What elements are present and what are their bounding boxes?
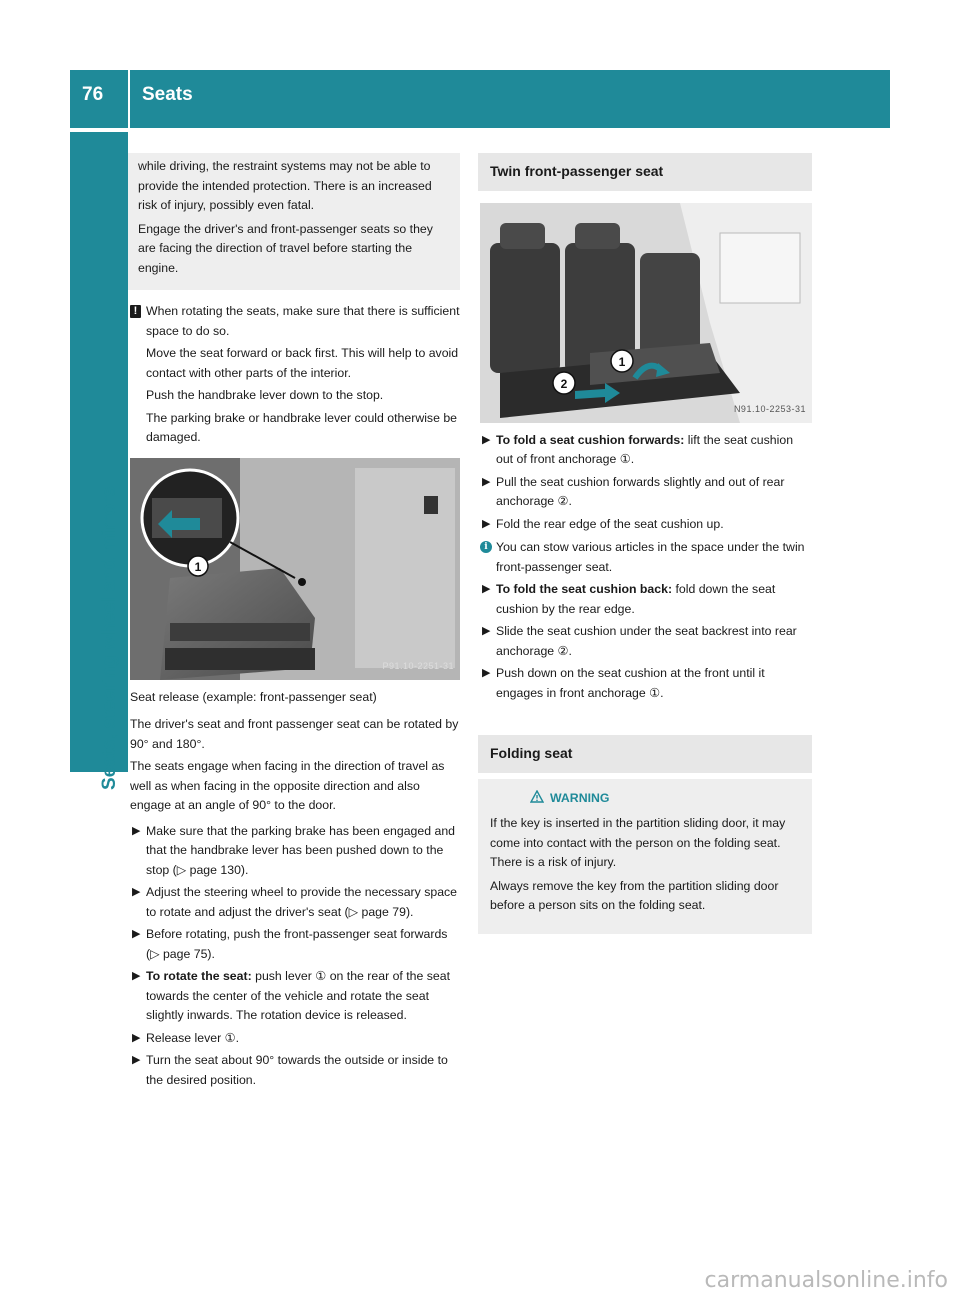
info-icon: i — [480, 541, 492, 553]
header-bar — [70, 70, 890, 128]
twin-seat-photo — [480, 203, 812, 423]
callout-number: 2 — [560, 376, 568, 391]
paragraph: The seats engage when facing in the direction of travel as well as when facing in the opposite direction and also engage at an angle of 90° to the door. — [130, 759, 445, 812]
arrow-icon: ▶ — [132, 886, 141, 898]
warning-text: while driving, the restraint systems may not be able to provide the intended protection. There is an increased risk of injury, possibly even fatal. — [138, 159, 432, 212]
instruction-step: ▶ Release lever ①. — [130, 1029, 460, 1049]
warning-title: WARNING — [490, 789, 800, 809]
note-block — [130, 302, 460, 448]
twin-seat-image — [480, 203, 812, 423]
note-icon: ! — [130, 305, 141, 318]
instruction-step: ▶ Adjust the steering wheel to provide the necessary space to rotate and adjust the driver's seat (▷ page 79). — [132, 885, 458, 919]
arrow-icon: ▶ — [132, 824, 141, 837]
watermark: carmanualsonline.info — [704, 1268, 948, 1293]
instruction-step: ▶ To fold a seat cushion forwards: lift the seat cushion out of front anchorage ①. — [482, 432, 794, 466]
left-column — [130, 153, 460, 1093]
callout-number: 1 — [194, 559, 202, 574]
section-heading: Twin front-passenger seat — [478, 153, 812, 191]
info-text: You can stow various articles in the space under the twin front-passenger seat. — [496, 540, 805, 574]
instruction-list — [130, 822, 460, 1091]
arrow-icon: ▶ — [482, 583, 491, 595]
instruction-step: ▶ Push down on the seat cushion at the front until it engages in front anchorage ①. — [482, 666, 765, 700]
warning-box — [478, 779, 812, 934]
arrow-icon: ▶ — [482, 667, 491, 679]
right-column — [480, 153, 812, 934]
note-text: When rotating the seats, make sure that there is sufficient space to do so. — [146, 304, 460, 338]
instruction-step: ▶ Before rotating, push the front-passenger seat forwards (▷ page 75). — [132, 927, 448, 961]
warning-continuation — [128, 153, 460, 290]
chapter-label: Seats, steering wheel and mirrors — [99, 485, 120, 790]
callout-number: 1 — [618, 354, 626, 369]
instruction-step: ▶ To fold the seat cushion back: fold down the seat cushion by the rear edge. — [482, 582, 776, 616]
image-caption: Seat release (example: front-passenger seat) — [130, 689, 377, 704]
seat-release-photo — [130, 458, 460, 680]
info-block — [480, 538, 812, 577]
warning-text: If the key is inserted in the partition sliding door, it may come into contact with the person on the folding seat. There is a risk of injury. — [490, 816, 786, 869]
instruction-step: ▶ Pull the seat cushion forwards slightly and out of rear anchorage ②. — [482, 474, 785, 508]
paragraph: The driver's seat and front passenger seat can be rotated by 90° and 180°. — [130, 717, 459, 751]
seat-release-image — [130, 458, 460, 680]
warning-text: Engage the driver's and front-passenger seats so they are facing the direction of travel before starting the engine. — [138, 221, 433, 275]
instruction-step: ▶ Turn the seat about 90° towards the outside or inside to the desired position. — [132, 1053, 448, 1087]
note-text: The parking brake or handbrake lever could otherwise be damaged. — [146, 410, 458, 444]
image-code: N91.10-2253-31 — [733, 404, 806, 414]
arrow-icon: ▶ — [482, 625, 491, 637]
instruction-step: ▶ To rotate the seat: push lever ① on the rear of the seat towards the center of the vehicle and rotate the seat slightly inwards. The rotation device is released. — [132, 969, 451, 1022]
page-title: Seats — [142, 84, 193, 105]
arrow-icon: ▶ — [482, 517, 491, 530]
arrow-icon: ▶ — [482, 475, 491, 488]
instruction-list — [480, 431, 812, 535]
section-heading: Folding seat — [478, 735, 812, 773]
arrow-icon: ▶ — [132, 970, 141, 982]
page-number: 76 — [82, 84, 104, 105]
note-text: Move the seat forward or back first. This will help to avoid contact with other parts of the interior. — [146, 346, 459, 380]
instruction-step: ▶ Make sure that the parking brake has been engaged and that the handbrake lever has been pushed down to the stop (▷ page 130). — [132, 823, 456, 877]
arrow-icon: ▶ — [132, 1031, 141, 1044]
header-divider — [128, 70, 130, 128]
arrow-icon: ▶ — [132, 1054, 141, 1066]
arrow-icon: ▶ — [132, 928, 141, 940]
note-text: Push the handbrake lever down to the stop. — [146, 388, 384, 402]
warning-text: Always remove the key from the partition sliding door before a person sits on the folding seat. — [490, 878, 779, 912]
instruction-list — [480, 580, 812, 703]
arrow-icon: ▶ — [482, 433, 491, 446]
warning-triangle-icon — [530, 790, 544, 803]
instruction-step: ▶ Fold the rear edge of the seat cushion up. — [480, 515, 812, 535]
instruction-step: ▶ Slide the seat cushion under the seat backrest into rear anchorage ②. — [482, 624, 797, 658]
image-code: P91.10-2251-31 — [382, 661, 454, 671]
